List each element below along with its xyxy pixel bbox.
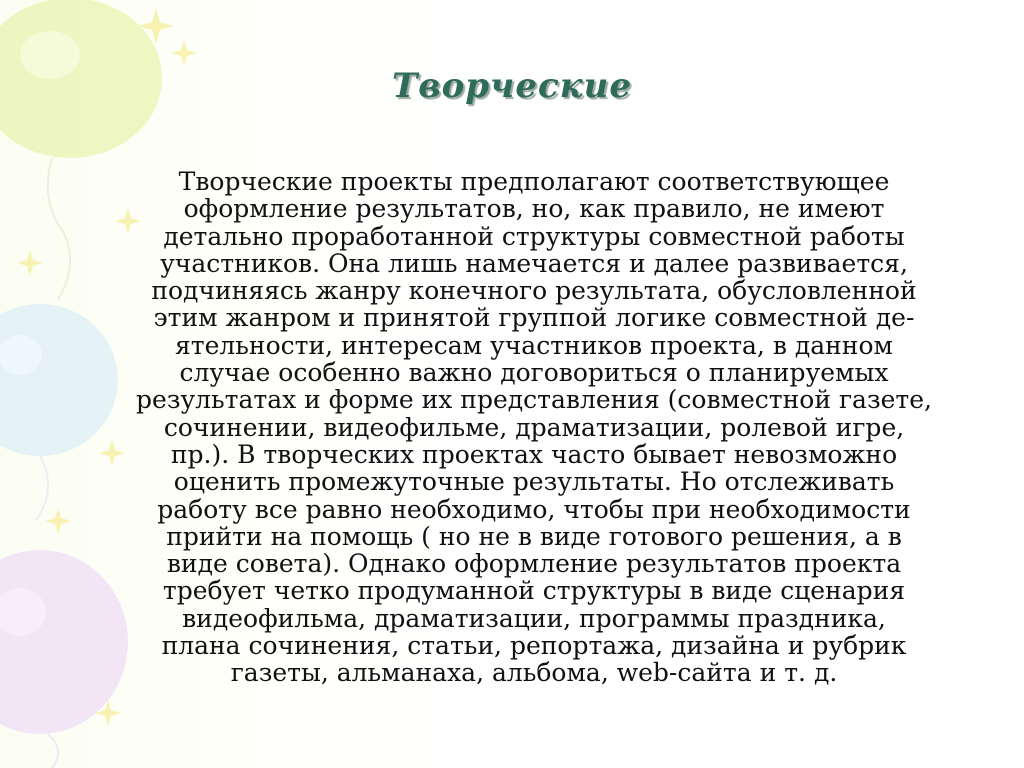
slide-body-text: Творческие проекты предполагают соответствующее оформление результатов, но, как правило, не имеют детально проработанной структуры совместной работы участников. Она лишь намечается и далее развивается, подчиняясь жанру конечного результата, обусловленной этим жанром и принятой группой логике совместной де- ятельности, интересам участников проекта, в данном случае особенно важно договориться о планируемых результатах и форме их представления (совместной газете, сочинении, видеофильме, драматизации, ролевой игре, пр.). В творческих проектах часто бывает невозможно оценить промежуточные результаты. Но отслеживать работу все равно необходимо, чтобы при необходимости прийти на помощь ( но не в виде готового решения, а в виде совета). Однако оформление результатов проекта требует четко продуманной структуры в виде сценария видеофильма, драматизации, программы праздника, плана сочинения, статьи, репортажа, дизайна и рубрик газеты, альманаха, альбома, web-сайта и т. д. (136, 167, 932, 688)
slide-title: Творческие (391, 66, 633, 106)
